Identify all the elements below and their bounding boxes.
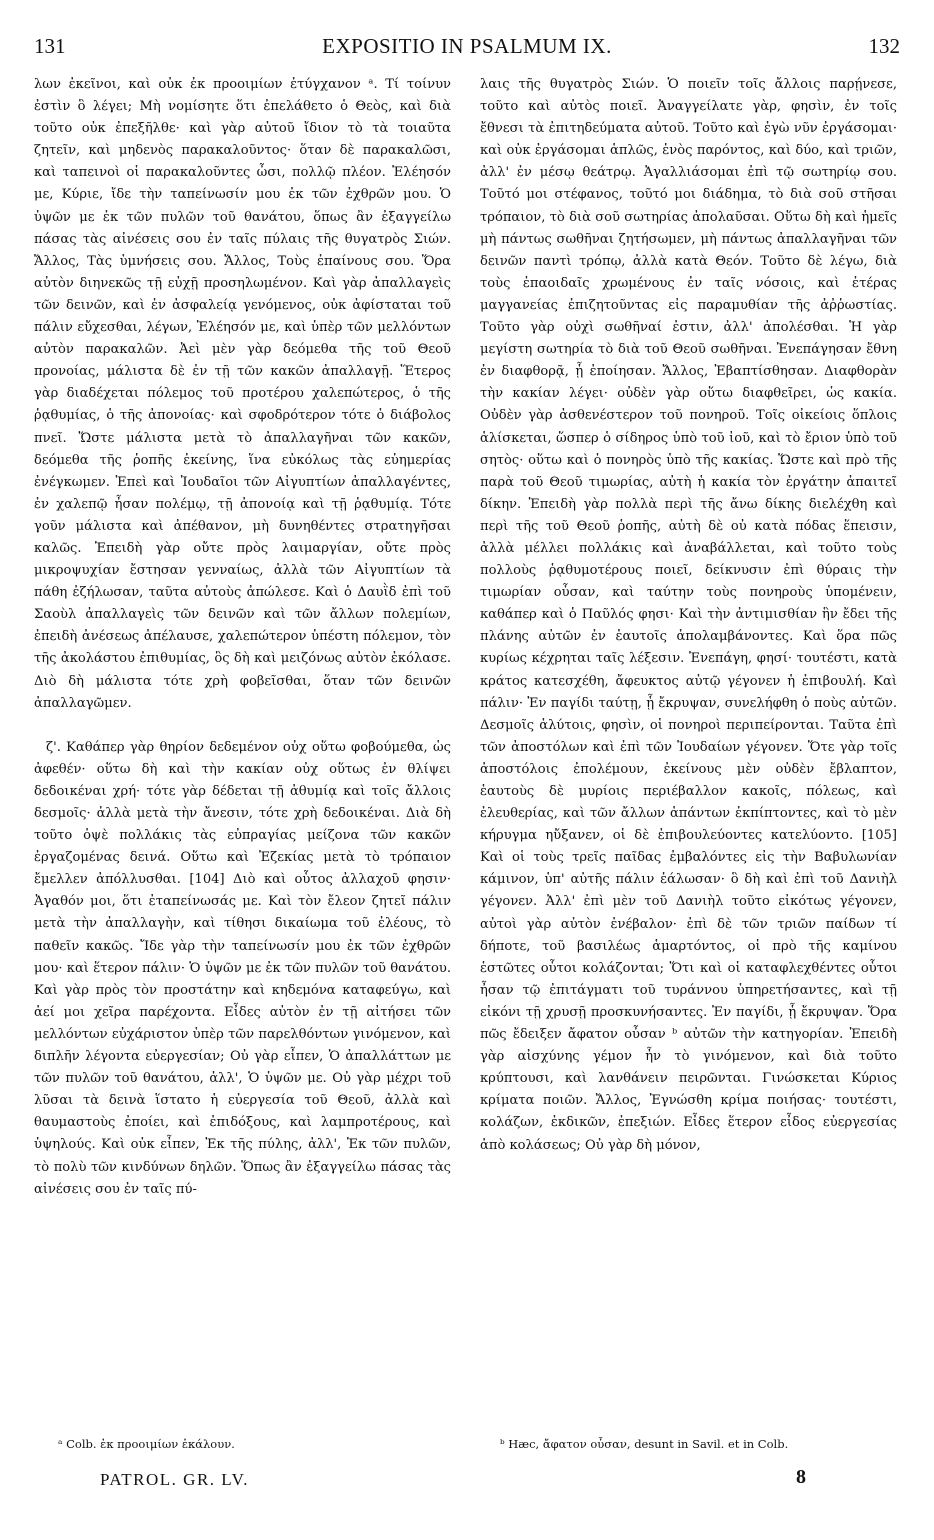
left-column <box>34 74 451 1201</box>
page-number-right: 132 <box>868 34 900 58</box>
footnote-a: ᵃ Colb. ἐκ προοιμίων ἐκάλουν. <box>58 1437 235 1451</box>
page-number-left: 131 <box>34 34 66 58</box>
page-header <box>30 34 904 60</box>
left-paragraph-1: λων ἐκεῖνοι, καὶ οὐκ ἐκ προοιμίων ἐτύγχανον ᵃ. Τί τοίνυν ἐστὶν ὃ λέγει; Μὴ νομίσητε ὅτι ἐπελάθετο ὁ Θεὸς, καὶ διὰ τοῦτο οὐκ ἐπεξῆλθε· καὶ γὰρ αὐτοῦ ἴδιον τὸ τὰ τοιαῦτα ζητεῖν, καὶ μηδενὸς παρακαλοῦντος· ὅταν δὲ παρακαλῶσι, καὶ ταπεινοὶ οἱ παρακαλοῦντες ὦσι, πολλῷ πλέον. Ἐλέησόν με, Κύριε, ἴδε τὴν ταπείνωσίν μου ἐκ τῶν ἐχθρῶν μου. Ὁ ὑψῶν με ἐκ τῶν πυλῶν τοῦ θανάτου, ὅπως ἂν ἐξαγγείλω πάσας τὰς αἰνέσεις σου ἐν ταῖς πύλαις τῆς θυγατρὸς Σιών. Ἄλλος, Τὰς ὑμνήσεις σου. Ἄλλος, Τοὺς ἐπαίνους σου. Ὅρα αὐτὸν διηνεκῶς τῇ εὐχῇ προσηλωμένον. Καὶ γὰρ ἀπαλλαγεὶς τῶν δεινῶν, καὶ ἐν ἀσφαλείᾳ γενόμενος, οὐκ ἀφίσταται τοῦ πάλιν εὔχεσθαι, λέγων, Ἐλέησόν με, καὶ ὑπὲρ τῶν μελλόντων αὐτὸν παρακαλῶν. Ἀεὶ μὲν γὰρ δεόμεθα τῆς τοῦ Θεοῦ προνοίας, μάλιστα δὲ ἐν τῇ τῶν κακῶν ἀπαλλαγῇ. Ἕτερος γὰρ διαδέχεται πόλεμος τοῦ προτέρου χαλεπώτερος, ὁ τῆς ῥᾳθυμίας, ὁ τῆς ἀπονοίας· καὶ σφοδρότερον τότε ὁ διάβολος πνεῖ. Ὥστε μάλιστα μετὰ τὸ ἀπαλλαγῆναι τῶν κακῶν, δεόμεθα τῆς ῥοπῆς ἐκείνης, ἵνα εὐκόλως τὰς εὐημερίας ἐνέγκωμεν. Ἐπεὶ καὶ Ἰουδαῖοι τῶν Αἰγυπτίων ἀπαλλαγέντες, ἐν χαλεπῷ ἦσαν πολέμῳ, τῇ ἀπονοίᾳ καὶ τῇ ῥᾳθυμίᾳ. Τότε γοῦν μάλιστα καὶ ἀπέθανον, μὴ δυνηθέντες στρατηγῆσαι καλῶς. Ἐπειδὴ γὰρ οὔτε πρὸς λαιμαργίαν, οὔτε πρὸς μικροψυχίαν ἔστησαν γενναίως, ἀλλὰ τῶν Αἰγυπτίων τὰ πάθη ἐζήλωσαν, ταῦτα αὐτοὺς ἀπώλεσε. Καὶ ὁ Δαυῒδ ἐπὶ τοῦ Σαοὺλ ἀπαλλαγεὶς τῶν δεινῶν καὶ τῶν ἄλλων πολεμίων, ἐπειδὴ ἀνέσεως ἀπέλαυσε, χαλεπώτερον ὑπέστη πόλεμον, τὸν τῆς ἀκολάστου ἐπιθυμίας, ὃς δὴ καὶ μειζόνως αὐτὸν ἐκόλασε. Διὸ δὴ μάλιστα τότε χρὴ φοβεῖσθαι, ὅταν τῶν δεινῶν ἀπαλλαγῶμεν. <box>34 77 451 711</box>
running-title: EXPOSITIO IN PSALMUM IX. <box>322 34 612 58</box>
right-column <box>480 74 897 1157</box>
signature-mark: 8 <box>796 1466 806 1488</box>
right-paragraph-1: λαις τῆς θυγατρὸς Σιών. Ὁ ποιεῖν τοῖς ἄλλοις παρῄνεσε, τοῦτο καὶ αὐτὸς ποιεῖ. Ἀναγγείλατε γὰρ, φησὶν, ἐν τοῖς ἔθνεσι τὰ ἐπιτηδεύματα αὐτοῦ. Τοῦτο καὶ ἐγὼ νῦν ἐργάσομαι· καὶ οὐκ ἐργάσομαι ἁπλῶς, ἑνὸς παρόντος, καὶ δύο, καὶ τριῶν, ἀλλ' ἐν μέσῳ θεάτρῳ. Ἀγαλλιάσομαι ἐπὶ τῷ σωτηρίῳ σου. Τοῦτό μοι στέφανος, τοῦτό μοι διάδημα, τὸ διὰ σοῦ στῆσαι τρόπαιον, τὸ διὰ σοῦ σωτηρίας ἀπολαῦσαι. Οὕτω δὴ καὶ ἡμεῖς μὴ πάντως σωθῆναι ζητήσωμεν, μὴ πάντως ἀπαλλαγῆναι τῶν δεινῶν παντὶ τρόπῳ, ἀλλὰ κατὰ Θεόν. Τοῦτο δὲ λέγω, διὰ τοὺς ἐπαοιδαῖς χρωμένους ἐν ταῖς νόσοις, καὶ ἑτέρας μαγγανείας ἐπιζητοῦντας εἰς παραμυθίαν τῆς ἀῤῥωστίας. Τοῦτο γὰρ οὐχὶ σωθῆναί ἐστιν, ἀλλ' ἀπολέσθαι. Ἡ γὰρ μεγίστη σωτηρία τὸ διὰ τοῦ Θεοῦ σωθῆναι. Ἐνεπάγησαν ἔθνη ἐν διαφθορᾷ, ᾗ ἐποίησαν. Ἄλλος, Ἐβαπτίσθησαν. Διαφθορὰν τὴν κακίαν λέγει· οὐδὲν γὰρ οὕτω διαφθεῖρει, ὡς κακία. Οὐδὲν γὰρ ἀσθενέστερον τοῦ πονηροῦ. Τοῖς οἰκείοις ὅπλοις ἁλίσκεται, ὥσπερ ὁ σίδηρος ὑπὸ τοῦ ἰοῦ, καὶ τὸ ἔριον ὑπὸ τοῦ σητὸς· οὕτω καὶ ὁ πονηρὸς ὑπὸ τῆς κακίας. Ὥστε καὶ πρὸ τῆς παρὰ τοῦ Θεοῦ τιμωρίας, αὐτὴ ἡ κακία τὸν ἐργάτην ἀπαιτεῖ δίκην. Ἐπειδὴ γὰρ πολλὰ περὶ τῆς ἄνω δίκης διελέχθη καὶ περὶ τῆς τοῦ Θεοῦ ῥοπῆς, αὐτὴ δὲ οὐ κατὰ πόδας ἕπεισιν, ἀλλὰ μέλλει πολλάκις καὶ ἀναβάλλεται, καὶ τοῦτο τοὺς πολλοὺς ῥᾳθυμοτέρους ποιεῖ, δείκνυσιν ἐπὶ θύραις τὴν τιμωρίαν οὖσαν, καὶ ταύτην τοὺς πονηροὺς ὑπομένειν, καθάπερ καὶ ὁ Παῦλός φησι· Καὶ τὴν ἀντιμισθίαν ἣν ἔδει τῆς πλάνης αὐτῶν ἐν ἑαυτοῖς ἀπολαμβάνοντες. Καὶ ὅρα πῶς κυρίως κέχρηται ταῖς λέξεσιν. Ἐνεπάγη, φησί· τουτέστι, κατὰ κράτος κατεσχέθη, ἄφευκτος αὐτῷ γέγονεν ἡ ἐπιβουλή. Καὶ πάλιν· Ἐν παγίδι ταύτῃ, ᾗ ἔκρυψαν, συνελήφθη ὁ ποὺς αὐτῶν. Δεσμοῖς ἀλύτοις, φησὶν, οἱ πονηροὶ περιπείρονται. Ταῦτα ἐπὶ τῶν ἀποστόλων καὶ ἐπὶ τῶν Ἰουδαίων γέγονεν. Ὅτε γὰρ τοῖς ἀποστόλοις ἐπολέμουν, ἐκείνους μὲν οὐδὲν ἔβλαπτον, ἑαυτοὺς δὲ μυρίοις περιέβαλλον κακοῖς, πόλεως, καὶ ἐλευθερίας, καὶ τῶν ἄλλων ἁπάντων ἐκπίπτοντες, καὶ τὸ μὲν κήρυγμα ηὔξανεν, οἱ δὲ ἐπιβουλεύοντες κατελύοντο. [105] Καὶ οἱ τοὺς τρεῖς παῖδας ἐμβαλόντες εἰς τὴν Βαβυλωνίαν κάμινον, ὑπ' αὐτῆς πάλιν ἑάλωσαν· ὃ δὴ καὶ ἐπὶ τοῦ Δανιὴλ γέγονεν. Ἀλλ' ἐπὶ μὲν τοῦ Δανιὴλ τοῦτο εἰκότως γέγονεν, αὐτοὶ γὰρ αὐτὸν ἐνέβαλον· ἐπὶ δὲ τῶν τριῶν παίδων τί δήποτε, τοῦ βασιλέως ἁμαρτόντος, οἱ πρὸ τῆς καμίνου ἑστῶτες οὗτοι κολάζονται; Ὅτι καὶ οἱ καταφλεχθέντες οὗτοι ἦσαν τῷ ἐπιτάγματι τοῦ τυράννου ὑπηρετήσαντες, καὶ τῇ εἰκόνι τῇ χρυσῇ προσκυνήσαντες. Ἐν παγίδι, ᾗ ἔκρυψαν. Ὅρα πῶς ἔδειξεν ἄφατον οὖσαν ᵇ αὐτῶν τὴν κατηγορίαν. Ἐπειδὴ γὰρ αἰσχύνης γέμον ἦν τὸ γινόμενον, καὶ διὰ τοῦτο κρύπτουσι, καὶ λανθάνειν πειρῶνται. Γινώσκεται Κύριος κρίματα ποιῶν. Ἄλλος, Ἐγνώσθη κρίμα ποιήσας· τουτέστι, κολάζων, ἐκδικῶν, ἐπεξιών. Εἶδες ἕτερον εἶδος εὐεργεσίας ἀπὸ κολάσεως; Οὐ γὰρ δὴ μόνον, <box>480 77 897 1153</box>
left-paragraph-2: ζ'. Καθάπερ γὰρ θηρίον δεδεμένον οὐχ οὕτω φοβούμεθα, ὡς ἀφεθέν· οὕτω δὴ καὶ τὴν κακίαν οὐχ οὕτως ἐν θλίψει δεδοικέναι χρή· τότε γὰρ δέδεται τῇ ἀθυμίᾳ καὶ τοῖς ἄλλοις δεσμοῖς· ἀλλὰ μετὰ τὴν ἄνεσιν, τότε χρὴ δεδοικέναι. Διὰ δὴ τοῦτο ὀψὲ πολλάκις τὰς εὐπραγίας μείζονα τῶν κακῶν ἐργαζομένας δεινά. Οὕτω καὶ Ἐζεκίας μετὰ τὸ τρόπαιον ἔμελλεν ἀπόλλυσθαι. [104] Διὸ καὶ οὗτος ἀλλαχοῦ φησιν· Ἀγαθόν μοι, ὅτι ἐταπείνωσάς με. Καὶ τὸν ἔλεον ζητεῖ πάλιν μετὰ τὴν ἀπαλλαγὴν, καὶ τίθησι δικαίωμα τοῦ ἐλέους, τὸ παθεῖν κακῶς. Ἴδε γὰρ τὴν ταπείνωσίν μου ἐκ τῶν ἐχθρῶν μου· καὶ ἕτερον πάλιν· Ὁ ὑψῶν με ἐκ τῶν πυλῶν τοῦ θανάτου. Καὶ γὰρ πρὸς τὸν προστάτην καὶ κηδεμόνα καταφεύγω, καὶ ἀεί μοι χεῖρα παρέχοντα. Εἶδες αὐτὸν ἐν τῇ αἰτήσει τῶν μελλόντων εὐχάριστον ὑπὲρ τῶν παρελθόντων γινόμενον, καὶ διπλῆν λέγοντα εὐεργεσίαν; Οὐ γὰρ εἶπεν, Ὁ ἀπαλλάττων με τῶν πυλῶν τοῦ θανάτου, ἀλλ', Ὁ ὑψῶν με. Οὐ γὰρ μέχρι τοῦ λῦσαι τὰ δεινὰ ἵστατο ἡ εὐεργεσία τοῦ Θεοῦ, ἀλλὰ καὶ θαυμαστοὺς ἐποίει, καὶ ἐπιδόξους, καὶ λαμπροτέρους, καὶ ὑψηλούς. Καὶ οὐκ εἶπεν, Ἐκ τῆς πύλης, ἀλλ', Ἐκ τῶν πυλῶν, τὸ πολὺ τῶν κινδύνων δηλῶν. Ὅπως ἂν ἐξαγγείλω πάσας τὰς αἰνέσεις σου ἐν ταῖς πύ- <box>34 739 451 1197</box>
patrologia-volume-mark: PATROL. GR. LV. <box>100 1470 249 1489</box>
footnote-b: ᵇ Hæc, ἄφατον οὖσαν, desunt in Savil. et in Colb. <box>500 1437 789 1451</box>
